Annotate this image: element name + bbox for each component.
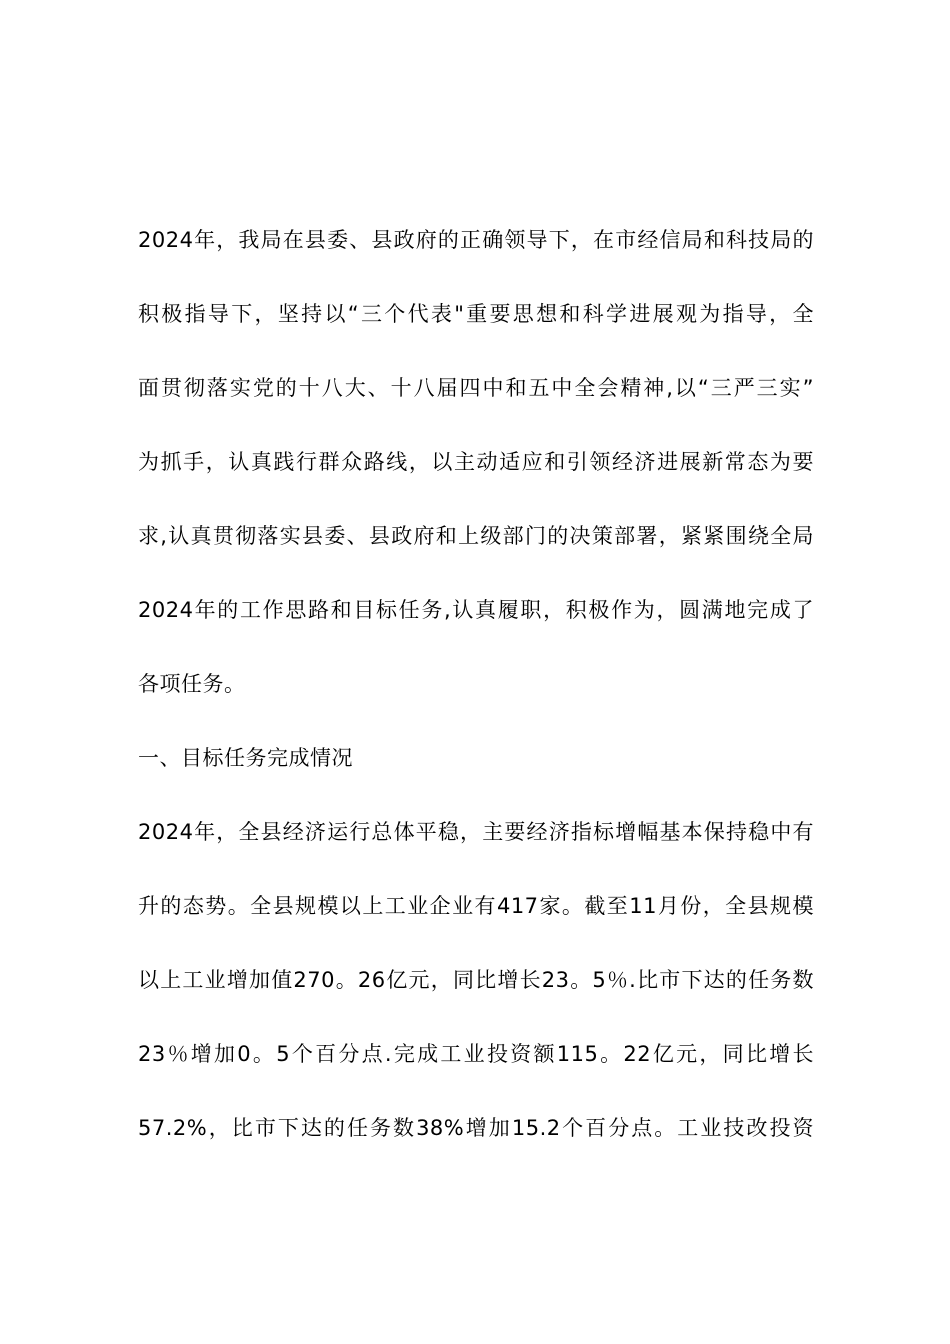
paragraph-line: 面贯彻落实党的十八大、十八届四中和五中全会精神,以“三严三实” <box>138 376 814 400</box>
paragraph-line: 积极指导下，坚持以“三个代表"重要思想和科学进展观为指导，全 <box>138 302 814 326</box>
paragraph-line: 2024年，我局在县委、县政府的正确领导下，在市经信局和科技局的 <box>138 228 814 252</box>
section-heading: 一、目标任务完成情况 <box>138 746 353 770</box>
paragraph-line: 57.2%，比市下达的任务数38%增加15.2个百分点。工业技改投资 <box>138 1116 814 1140</box>
paragraph-line: 2024年，全县经济运行总体平稳，主要经济指标增幅基本保持稳中有 <box>138 820 814 844</box>
paragraph-line: 各项任务。 <box>138 672 246 696</box>
paragraph-line: 为抓手，认真践行群众路线，以主动适应和引领经济进展新常态为要 <box>138 450 814 474</box>
paragraph-line: 升的态势。全县规模以上工业企业有417家。截至11月份，全县规模 <box>138 894 814 918</box>
paragraph-line: 以上工业增加值270。26亿元，同比增长23。5％.比市下达的任务数 <box>138 968 814 992</box>
paragraph-line: 23％增加0。5个百分点.完成工业投资额115。22亿元，同比增长 <box>138 1042 814 1066</box>
paragraph-line: 2024年的工作思路和目标任务,认真履职，积极作为，圆满地完成了 <box>138 598 814 622</box>
paragraph-line: 求,认真贯彻落实县委、县政府和上级部门的决策部署，紧紧围绕全局 <box>138 524 814 548</box>
document-body <box>138 203 814 1165</box>
